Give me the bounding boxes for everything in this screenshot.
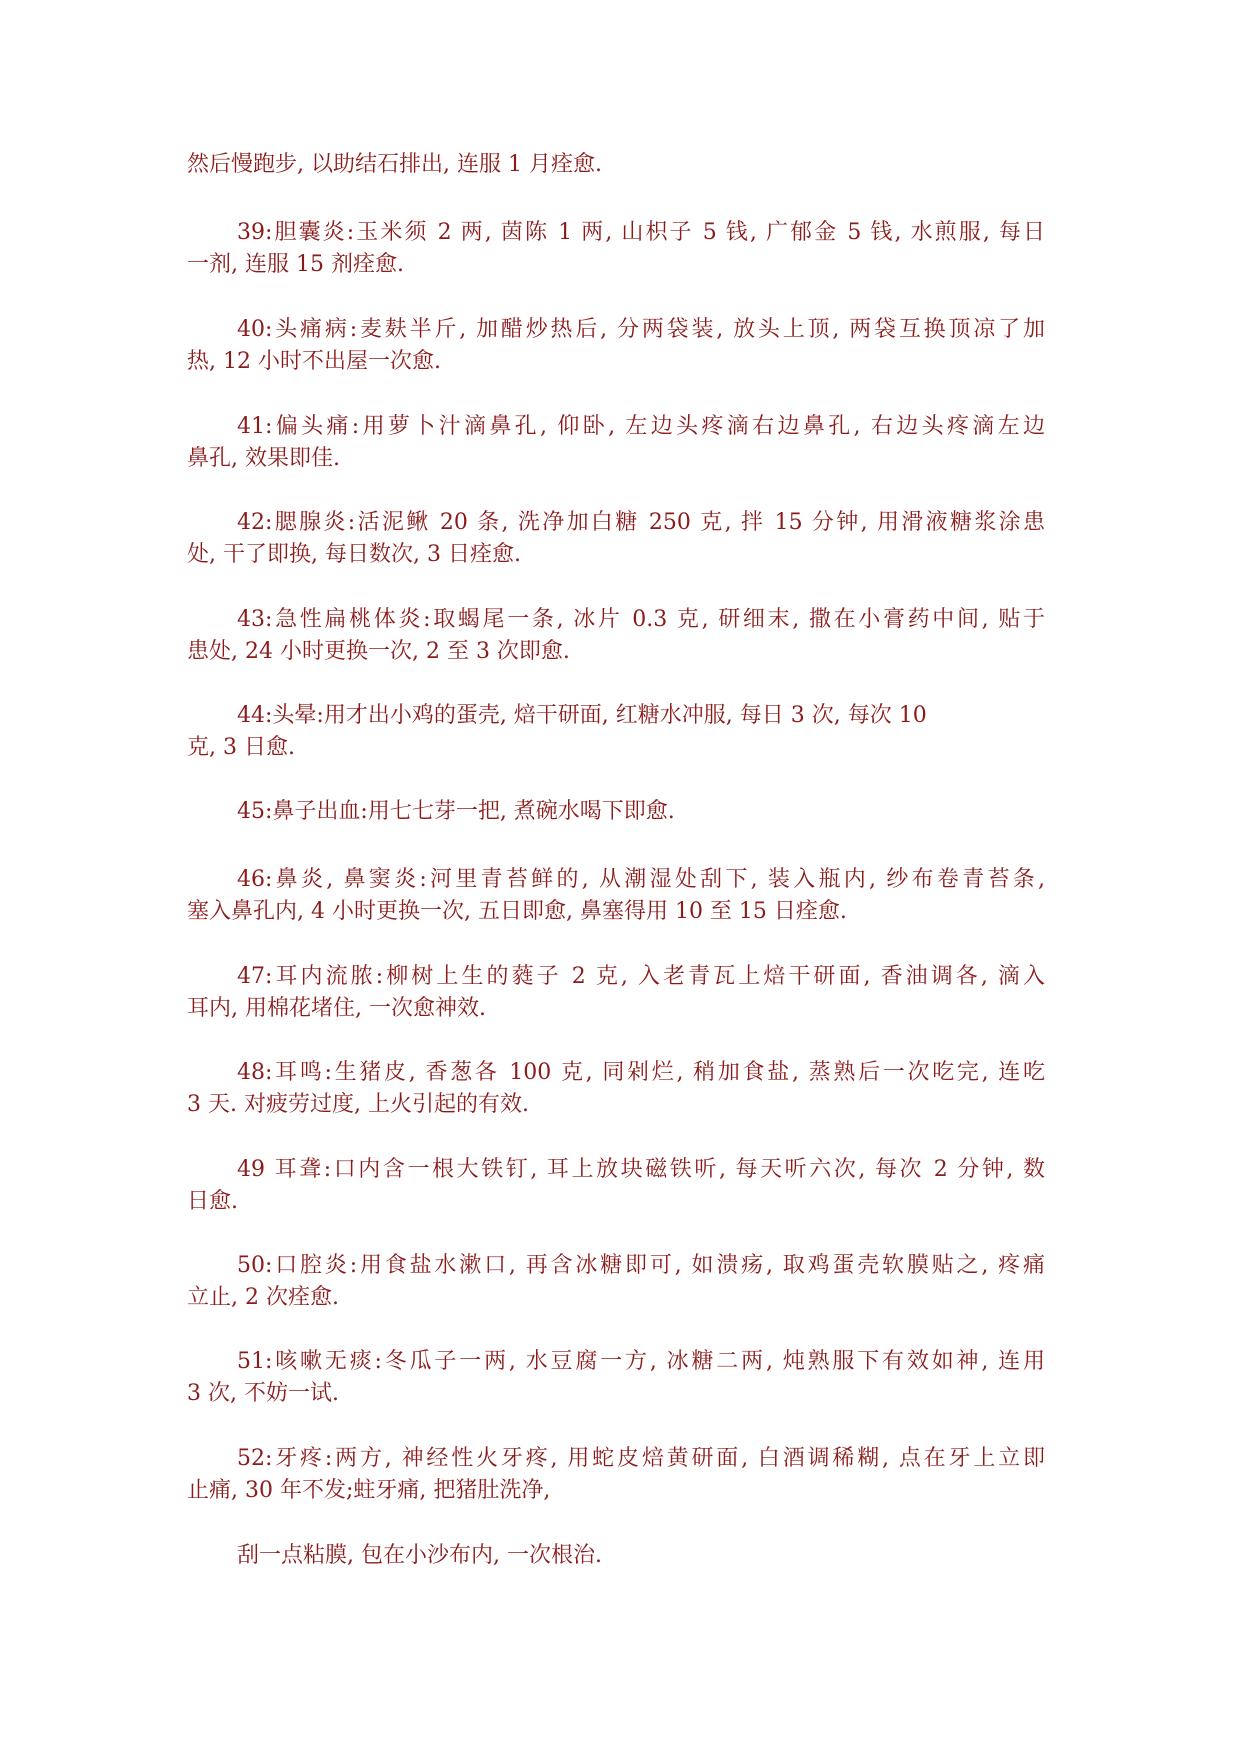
text-line: 41:偏头痛:用萝卜汁滴鼻孔, 仰卧, 左边头疼滴右边鼻孔, 右边头疼滴左边 (237, 414, 1045, 439)
text-line: 克, 3 日愈. (187, 735, 295, 760)
text-line: 然后慢跑步, 以助结石排出, 连服 1 月痊愈. (187, 152, 602, 177)
text-line: 日愈. (187, 1189, 238, 1214)
text-line: 一剂, 连服 15 剂痊愈. (187, 252, 404, 277)
text-line: 3 次, 不妨一试. (187, 1381, 339, 1406)
text-line: 44:头晕:用才出小鸡的蛋壳, 焙干研面, 红糖水冲服, 每日 3 次, 每次 10 (237, 703, 927, 728)
text-line: 50:口腔炎:用食盐水漱口, 再含冰糖即可, 如溃疡, 取鸡蛋壳软膜贴之, 疼痛 (237, 1253, 1045, 1278)
text-line: 刮一点粘膜, 包在小沙布内, 一次根治. (237, 1543, 602, 1568)
text-line: 热, 12 小时不出屋一次愈. (187, 349, 441, 374)
text-line: 立止, 2 次痊愈. (187, 1285, 339, 1310)
text-line: 耳内, 用棉花堵住, 一次愈神效. (187, 996, 486, 1021)
text-line: 止痛, 30 年不发;蛀牙痛, 把猪肚洗净, (187, 1478, 551, 1503)
text-line: 46:鼻炎, 鼻窦炎:河里青苔鲜的, 从潮湿处刮下, 装入瓶内, 纱布卷青苔条, (237, 867, 1045, 892)
text-line: 49 耳聋:口内含一根大铁钉, 耳上放块磁铁听, 每天听六次, 每次 2 分钟, 数 (237, 1157, 1045, 1182)
text-line: 40:头痛病:麦麸半斤, 加醋炒热后, 分两袋装, 放头上顶, 两袋互换顶凉了加 (237, 317, 1045, 342)
text-line: 42:腮腺炎:活泥鳅 20 条, 洗净加白糖 250 克, 拌 15 分钟, 用滑液糖浆涂患 (237, 510, 1045, 535)
text-line: 患处, 24 小时更换一次, 2 至 3 次即愈. (187, 639, 570, 664)
text-line: 39:胆囊炎:玉米须 2 两, 茵陈 1 两, 山枳子 5 钱, 广郁金 5 钱, 水煎服, 每日 (237, 220, 1045, 245)
text-line: 处, 干了即换, 每日数次, 3 日痊愈. (187, 542, 521, 567)
text-line: 52:牙疼:两方, 神经性火牙疼, 用蛇皮焙黄研面, 白酒调稀糊, 点在牙上立即 (237, 1446, 1045, 1471)
text-line: 塞入鼻孔内, 4 小时更换一次, 五日即愈, 鼻塞得用 10 至 15 日痊愈. (187, 899, 847, 924)
text-line: 48:耳鸣:生猪皮, 香葱各 100 克, 同剁烂, 稍加食盐, 蒸熟后一次吃完, 连吃 (237, 1060, 1045, 1085)
text-line: 51:咳嗽无痰:冬瓜子一两, 水豆腐一方, 冰糖二两, 炖熟服下有效如神, 连用 (237, 1349, 1045, 1374)
text-line: 47:耳内流脓:柳树上生的蕤子 2 克, 入老青瓦上焙干研面, 香油调各, 滴入 (237, 964, 1045, 989)
text-line: 45:鼻子出血:用七七芽一把, 煮碗水喝下即愈. (237, 799, 675, 824)
text-line: 鼻孔, 效果即佳. (187, 446, 340, 471)
text-line: 3 天. 对疲劳过度, 上火引起的有效. (187, 1092, 529, 1117)
text-line: 43:急性扁桃体炎:取蝎尾一条, 冰片 0.3 克, 研细末, 撒在小膏药中间, 贴于 (237, 607, 1045, 632)
